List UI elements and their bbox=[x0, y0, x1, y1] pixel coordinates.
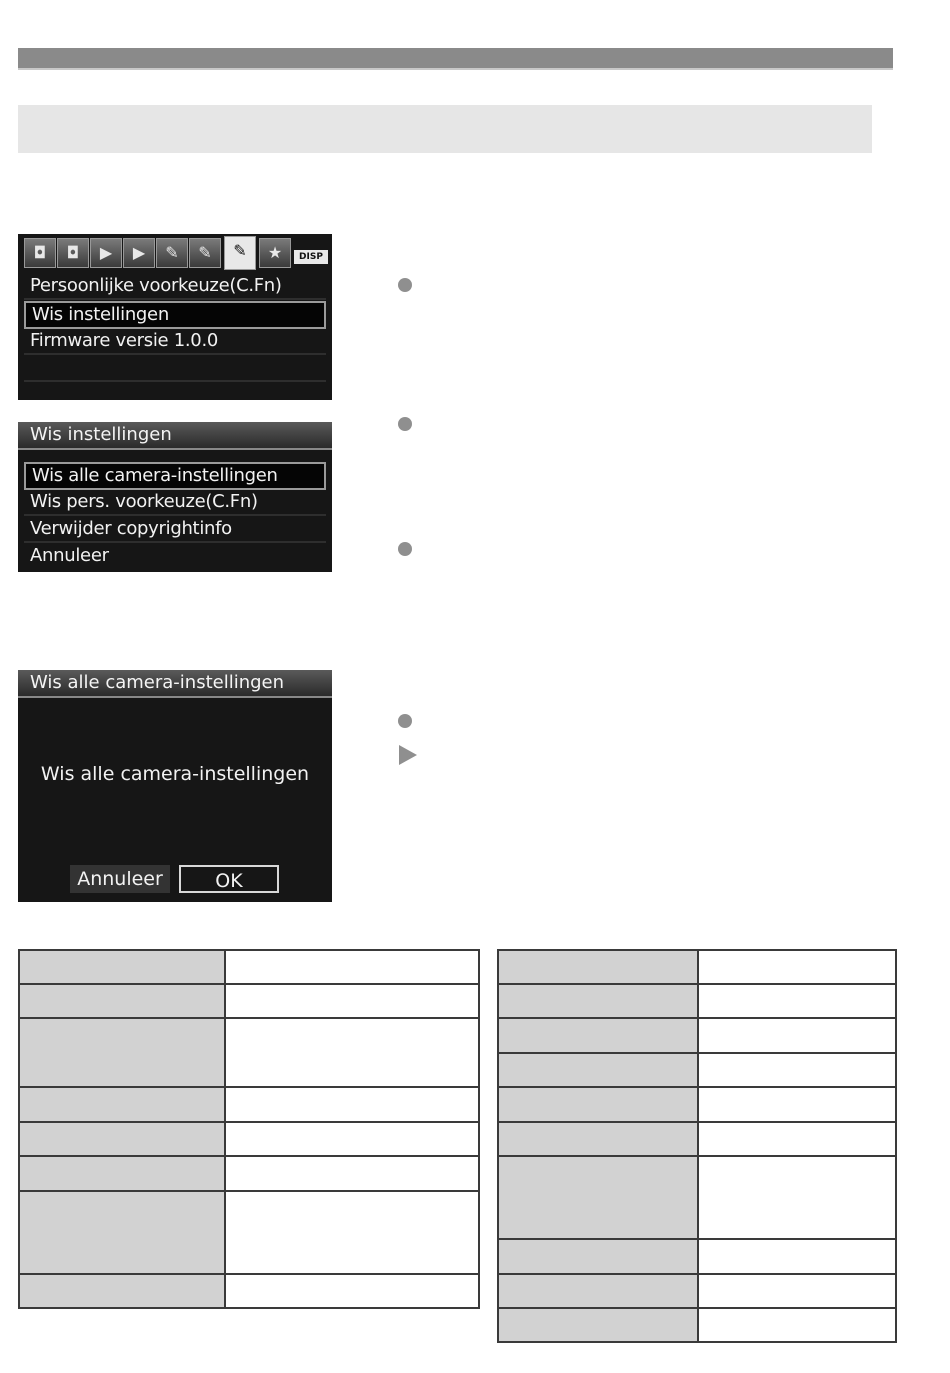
table-cell-value bbox=[225, 1018, 479, 1087]
step-bullet-icon bbox=[398, 714, 412, 728]
table-cell-key bbox=[498, 1239, 698, 1274]
setup-tab-1-icon[interactable]: ✎ bbox=[156, 238, 188, 268]
table-cell-key bbox=[498, 1018, 698, 1053]
confirm-clear-screen bbox=[18, 670, 332, 902]
table-row bbox=[498, 1018, 896, 1053]
table-row bbox=[19, 1018, 479, 1087]
screen-title: Wis alle camera-instellingen bbox=[18, 670, 332, 698]
menu-item-clear-settings[interactable] bbox=[24, 301, 326, 329]
menu-item-custom-functions[interactable] bbox=[24, 274, 326, 300]
result-arrow-icon bbox=[399, 745, 417, 765]
table-row bbox=[19, 1087, 479, 1122]
table-row bbox=[19, 1274, 479, 1308]
option-label: Wis pers. voorkeuze(C.Fn) bbox=[30, 491, 258, 512]
option-clear-custom-functions[interactable] bbox=[24, 490, 326, 516]
header-rule bbox=[18, 48, 893, 70]
cancel-button[interactable]: Annuleer bbox=[70, 865, 170, 893]
table-row bbox=[19, 984, 479, 1018]
table-cell-value bbox=[225, 1191, 479, 1274]
table-cell-key bbox=[19, 1274, 225, 1308]
option-cancel[interactable] bbox=[24, 544, 326, 568]
table-cell-key bbox=[498, 1122, 698, 1156]
table-cell-key bbox=[498, 1308, 698, 1342]
table-row bbox=[19, 1122, 479, 1156]
settings-table-right bbox=[497, 949, 897, 1343]
table-cell-value bbox=[698, 1239, 896, 1274]
table-cell-value bbox=[225, 1274, 479, 1308]
table-cell-value bbox=[698, 1122, 896, 1156]
option-label: Annuleer bbox=[30, 545, 109, 566]
table-cell-value bbox=[225, 984, 479, 1018]
setup-tab-2-icon[interactable]: ✎ bbox=[189, 238, 221, 268]
step-bullet-icon bbox=[398, 278, 412, 292]
table-cell-key bbox=[498, 1274, 698, 1308]
table-cell-key bbox=[19, 950, 225, 984]
playback-tab-2-icon[interactable]: ▶ bbox=[123, 238, 155, 268]
option-label: Wis alle camera-instellingen bbox=[32, 465, 278, 486]
table-row bbox=[498, 1274, 896, 1308]
playback-tab-1-icon[interactable]: ▶ bbox=[90, 238, 122, 268]
step-bullet-icon bbox=[398, 542, 412, 556]
screen-title: Wis instellingen bbox=[18, 422, 332, 450]
section-heading-band bbox=[18, 105, 872, 153]
table-cell-key bbox=[498, 950, 698, 984]
camera-menu-screen bbox=[18, 234, 332, 400]
table-cell-value bbox=[698, 1087, 896, 1122]
menu-item-label: Wis instellingen bbox=[32, 304, 169, 325]
table-cell-value bbox=[698, 1018, 896, 1053]
table-row bbox=[498, 1156, 896, 1239]
shooting-tab-2-icon[interactable]: ◘ bbox=[57, 238, 89, 268]
table-cell-value bbox=[698, 1156, 896, 1239]
disp-badge: DISP bbox=[294, 250, 328, 264]
table-row bbox=[19, 1191, 479, 1274]
table-cell-value bbox=[225, 1087, 479, 1122]
step-bullet-icon bbox=[398, 417, 412, 431]
menu-item-label: Firmware versie 1.0.0 bbox=[30, 330, 219, 351]
table-cell-value bbox=[698, 984, 896, 1018]
table-cell-key bbox=[498, 984, 698, 1018]
option-label: Verwijder copyrightinfo bbox=[30, 518, 232, 539]
table-cell-key bbox=[19, 1156, 225, 1191]
menu-item-label: Persoonlijke voorkeuze(C.Fn) bbox=[30, 275, 282, 296]
confirm-message: Wis alle camera-instellingen bbox=[40, 763, 310, 785]
table-row bbox=[19, 1156, 479, 1191]
table-row bbox=[498, 1239, 896, 1274]
table-cell-key bbox=[19, 1087, 225, 1122]
table-cell-key bbox=[498, 1156, 698, 1239]
option-clear-all-camera-settings[interactable] bbox=[24, 462, 326, 490]
table-cell-value bbox=[698, 1053, 896, 1087]
clear-settings-screen bbox=[18, 422, 332, 572]
table-cell-key bbox=[19, 1018, 225, 1087]
shooting-tab-1-icon[interactable]: ◘ bbox=[24, 238, 56, 268]
table-row bbox=[498, 1087, 896, 1122]
table-cell-key bbox=[19, 1191, 225, 1274]
menu-item-empty bbox=[24, 356, 326, 382]
table-cell-key bbox=[19, 1122, 225, 1156]
table-cell-value bbox=[698, 1308, 896, 1342]
table-row bbox=[498, 1308, 896, 1342]
settings-table-left bbox=[18, 949, 480, 1309]
table-row bbox=[498, 984, 896, 1018]
table-cell-key bbox=[498, 1053, 698, 1087]
table-cell-value bbox=[698, 950, 896, 984]
menu-item-empty bbox=[24, 383, 326, 400]
table-row bbox=[498, 1053, 896, 1087]
option-delete-copyright-info[interactable] bbox=[24, 517, 326, 543]
ok-button[interactable]: OK bbox=[179, 865, 279, 893]
table-cell-key bbox=[498, 1087, 698, 1122]
table-cell-value bbox=[698, 1274, 896, 1308]
my-menu-star-icon[interactable]: ★ bbox=[259, 238, 291, 268]
setup-tab-3-icon[interactable]: ✎ bbox=[224, 236, 256, 270]
table-row bbox=[19, 950, 479, 984]
table-row bbox=[498, 1122, 896, 1156]
menu-item-firmware-version[interactable] bbox=[24, 329, 326, 355]
table-cell-value bbox=[225, 1122, 479, 1156]
table-cell-value bbox=[225, 950, 479, 984]
table-cell-key bbox=[19, 984, 225, 1018]
table-row bbox=[498, 950, 896, 984]
table-cell-value bbox=[225, 1156, 479, 1191]
